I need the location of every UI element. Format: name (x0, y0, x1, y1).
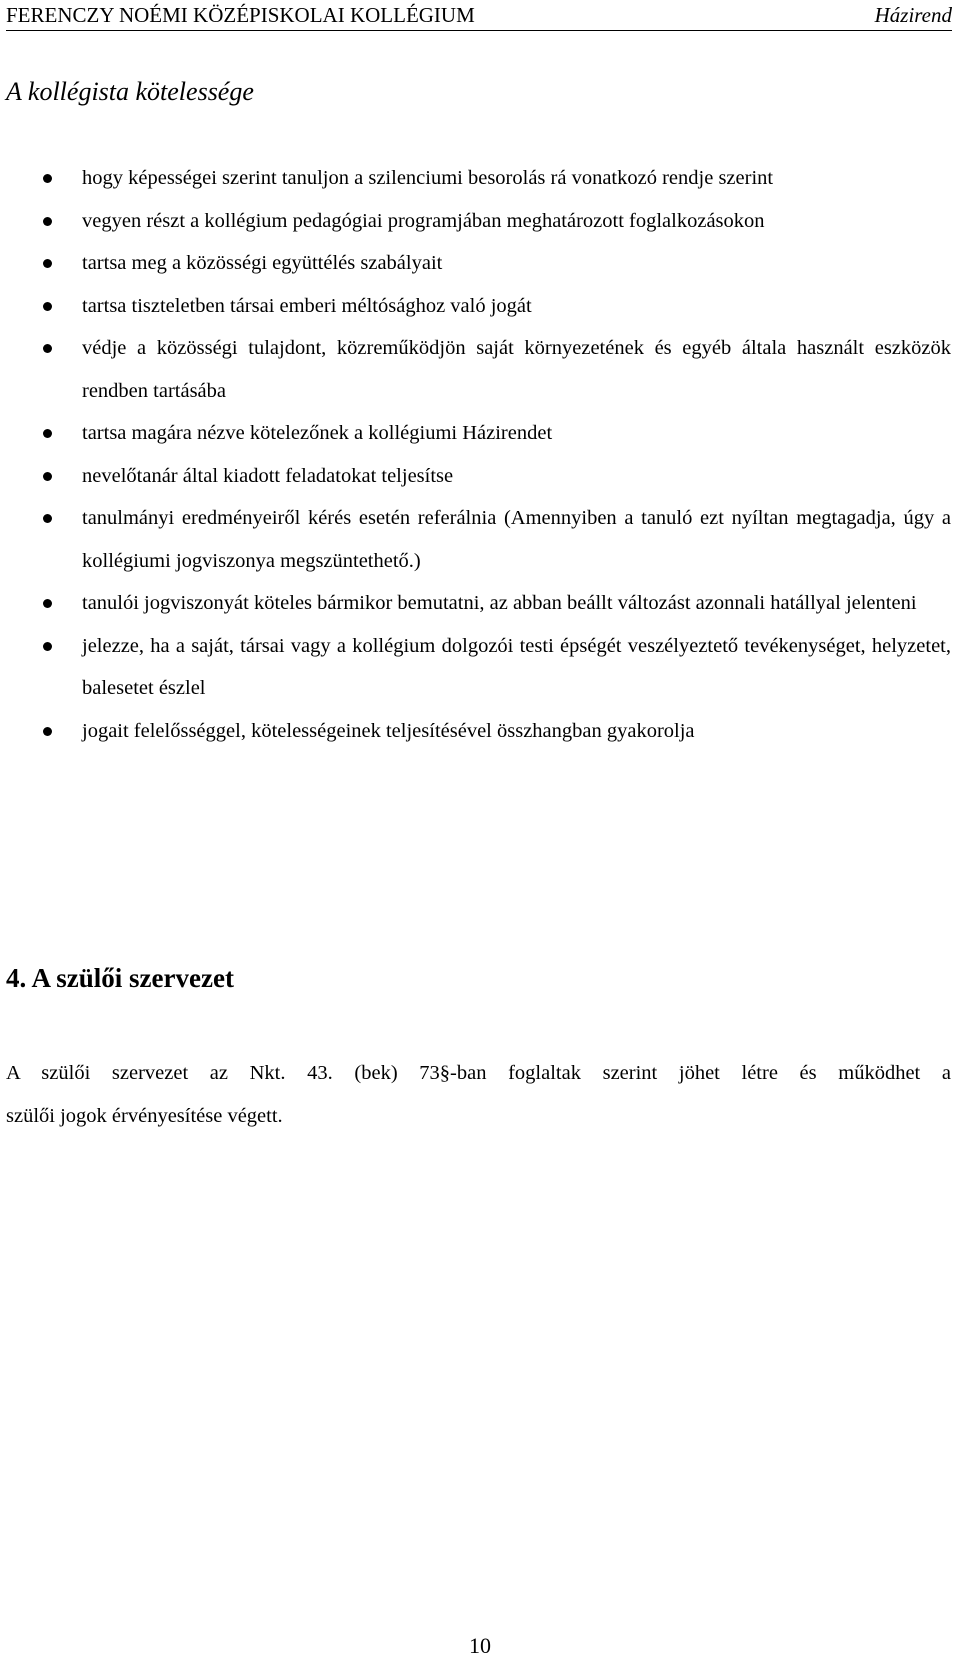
list-item (0, 710, 960, 753)
list-item (0, 242, 960, 285)
bullet-icon (43, 727, 52, 736)
duties-list (0, 157, 960, 752)
list-item-text: tartsa tiszteletben társai emberi méltósághoz való jogát (82, 294, 532, 317)
bullet-icon (43, 472, 52, 481)
bullet-icon (43, 599, 52, 608)
page-header (6, 0, 952, 31)
list-item-text: védje a közösségi tulajdont, közreműködjön saját környezetének és egyéb általa használt eszközök rendben tartásába (82, 337, 951, 402)
list-item-text: tanulói jogviszonyát köteles bármikor bemutatni, az abban beállt változást azonnali hatállyal jelenteni (82, 592, 917, 614)
list-item-text: jelezze, ha a saját, társai vagy a kollégium dolgozói testi épségét veszélyeztető tevékenységet, helyzetet, balesetet észlel (82, 634, 951, 699)
list-item (0, 625, 960, 710)
list-item (0, 412, 960, 455)
bullet-icon (43, 514, 52, 523)
list-item (0, 200, 960, 243)
list-item-text: tartsa magára nézve kötelezőnek a kollégiumi Házirendet (82, 422, 553, 444)
bullet-icon (43, 302, 52, 311)
paragraph-line: szülői jogok érvényesítése végett. (6, 1105, 283, 1127)
bullet-icon (43, 642, 52, 651)
list-item (0, 327, 960, 412)
bullet-icon (43, 259, 52, 268)
page-number: 10 (469, 1633, 491, 1658)
list-item-text: hogy képességei szerint tanuljon a szilenciumi besorolás rá vonatkozó rendje szerint (82, 167, 774, 189)
list-item (0, 157, 960, 200)
section-title: A kollégista kötelessége (6, 77, 254, 106)
list-item (0, 582, 960, 625)
bullet-icon (43, 344, 52, 353)
paragraph-line: A szülői szervezet az Nkt. 43. (bek) 73§-ban foglaltak szerint jöhet létre és működhet a (6, 1062, 951, 1084)
bullet-icon (43, 429, 52, 438)
list-item-text: vegyen részt a kollégium pedagógiai programjában meghatározott foglalkozásokon (82, 209, 765, 232)
header-school-name: FERENCZY NOÉMI KÖZÉPISKOLAI KOLLÉGIUM (6, 3, 475, 27)
bullet-icon (43, 174, 52, 183)
list-item-text: tanulmányi eredményeiről kérés esetén referálnia (Amennyiben a tanuló ezt nyíltan megtagadja, úgy a kollégiumi jogviszonya megszüntethető.) (82, 507, 951, 572)
body-paragraph (6, 1052, 951, 1138)
list-item-text: jogait felelősséggel, kötelességeinek teljesítésével összhangban gyakorolja (82, 719, 695, 742)
bullet-icon (43, 217, 52, 226)
list-item (0, 455, 960, 498)
list-item (0, 285, 960, 328)
list-item-text: tartsa meg a közösségi együttélés szabályait (82, 252, 443, 274)
list-item (0, 497, 960, 582)
header-document-name: Házirend (874, 3, 952, 27)
section-heading: 4. A szülői szervezet (6, 963, 234, 993)
list-item-text: nevelőtanár által kiadott feladatokat teljesítse (82, 464, 454, 487)
